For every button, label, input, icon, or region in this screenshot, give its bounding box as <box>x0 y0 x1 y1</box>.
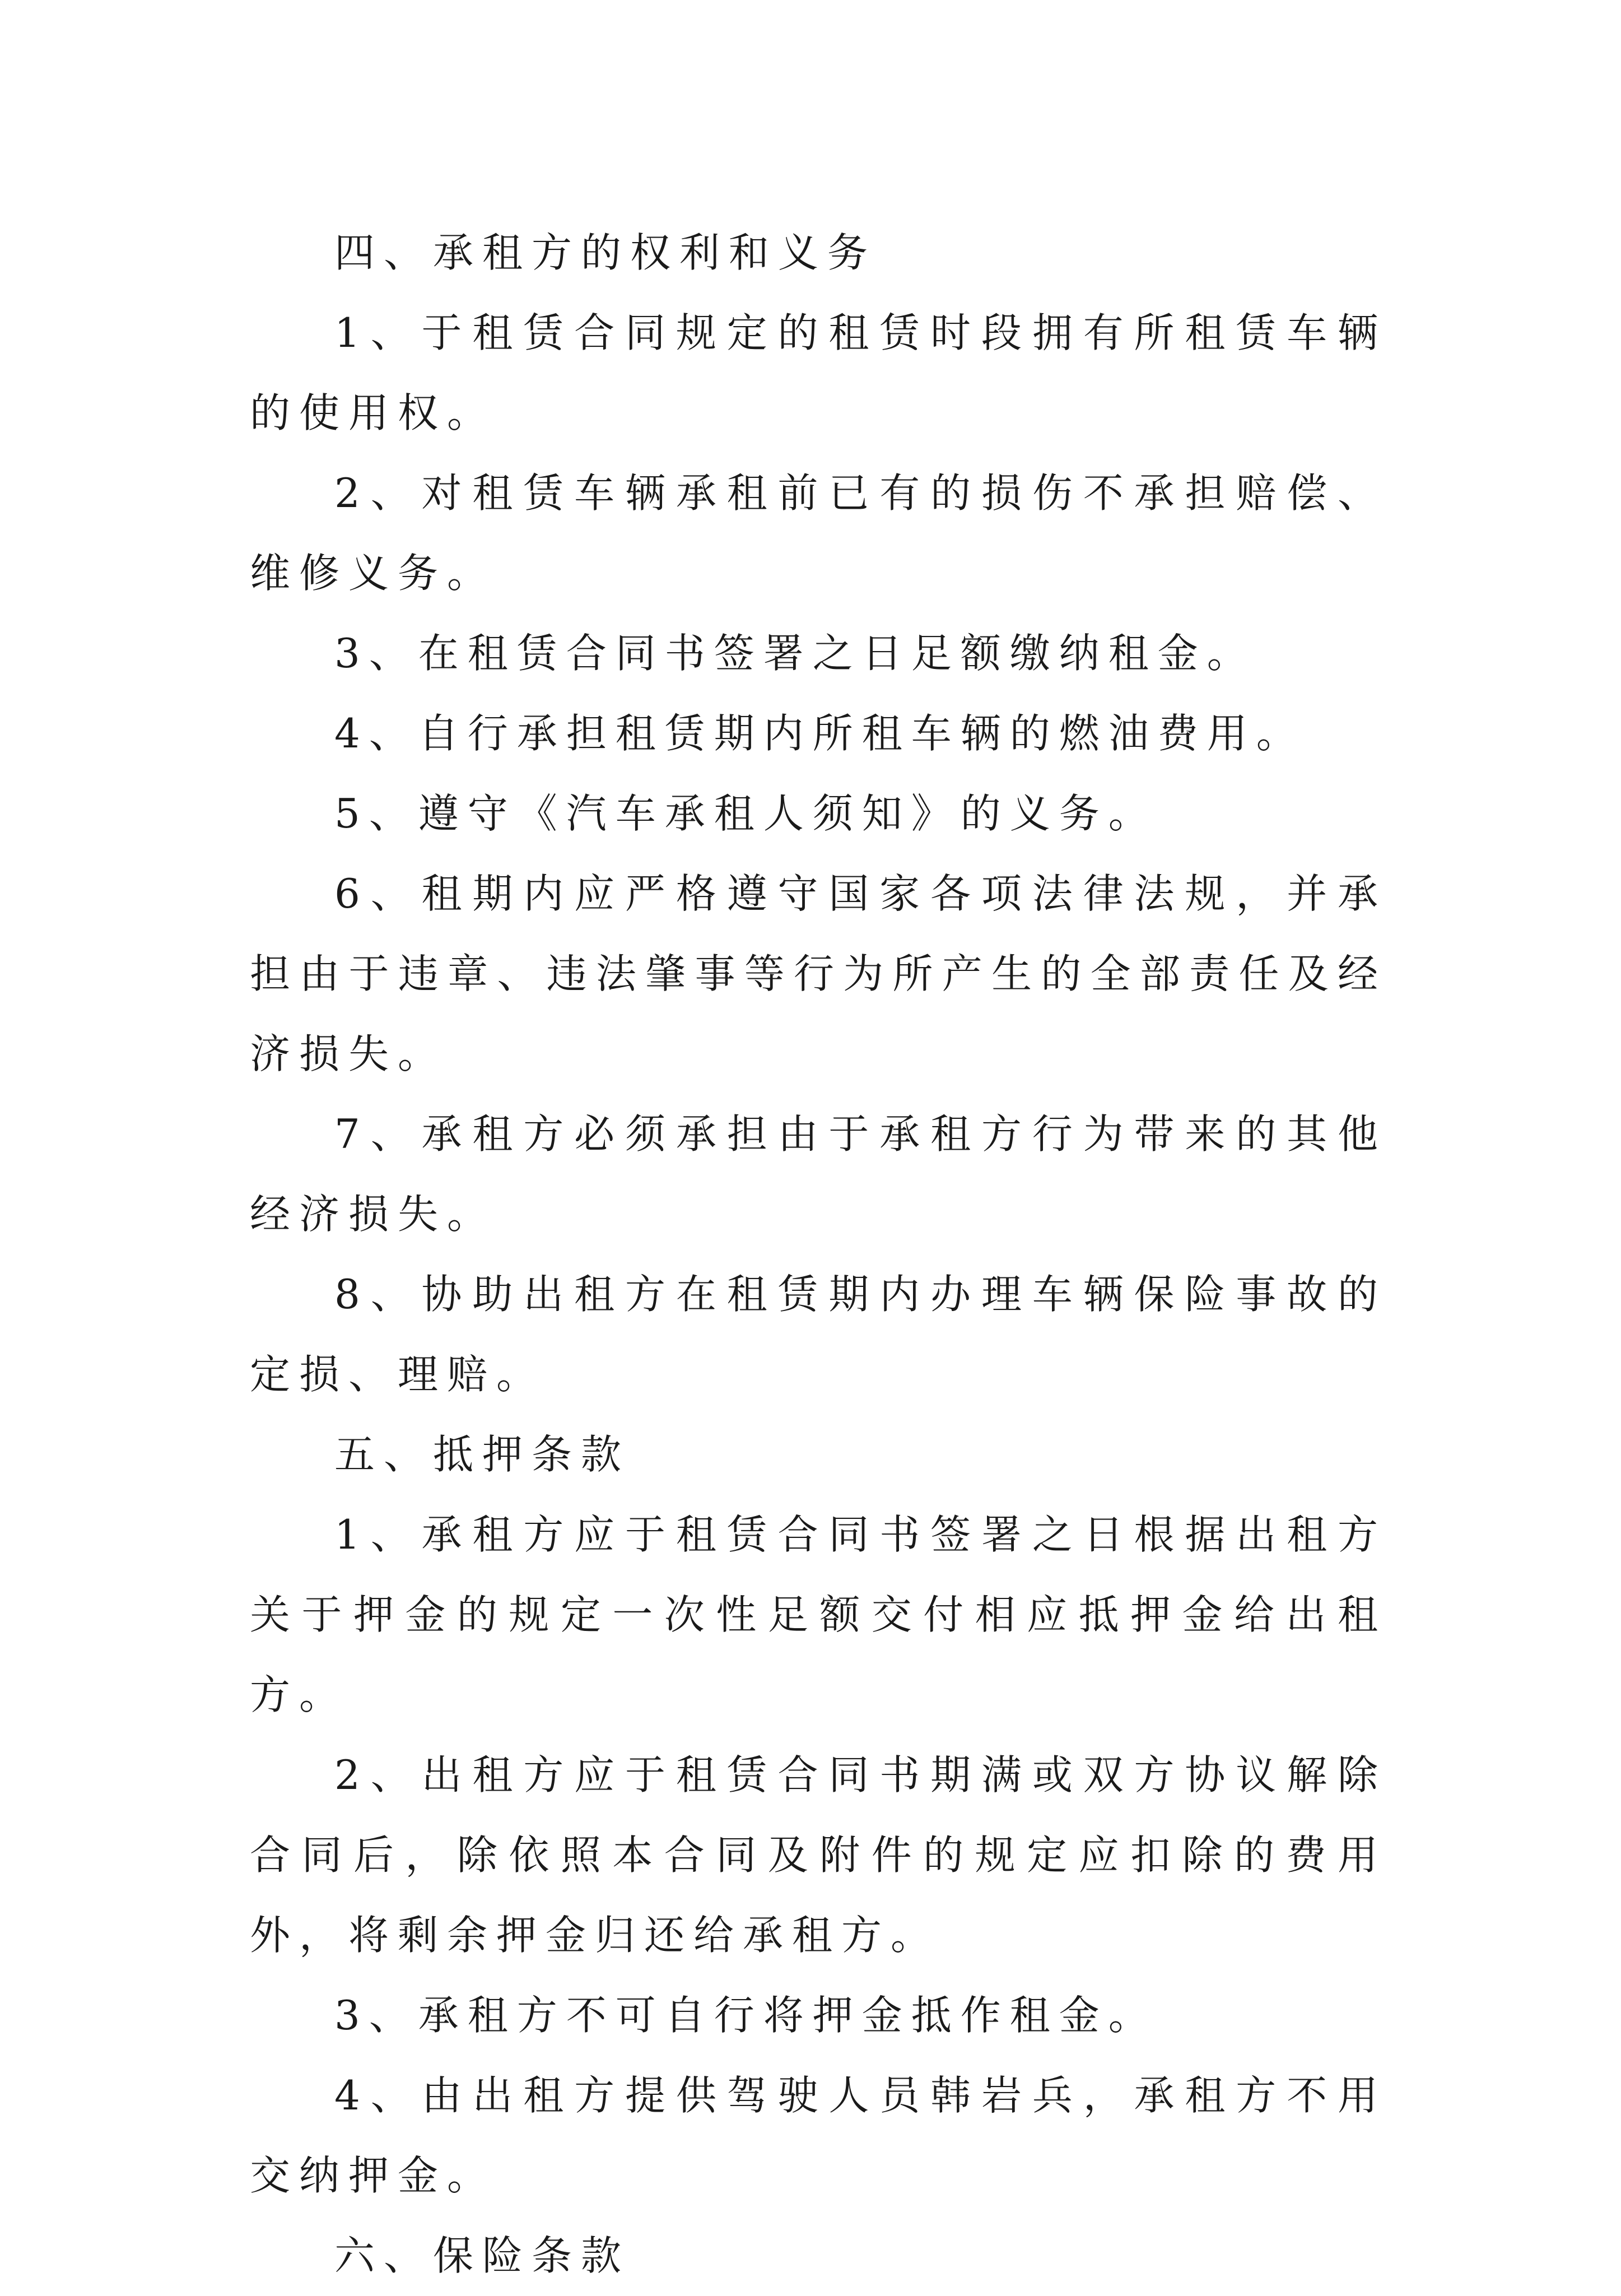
clause-paragraph: 2、对租赁车辆承租前已有的损伤不承担赔偿、维修义务。 <box>250 470 1387 597</box>
clause-paragraph: 3、承租方不可自行将押金抵作租金。 <box>334 1992 1158 2039</box>
clause-paragraph: 1、于租赁合同规定的租赁时段拥有所租赁车辆的使用权。 <box>250 309 1387 436</box>
clause-paragraph: 7、承租方必须承担由于承租方行为带来的其他经济损失。 <box>250 1110 1387 1238</box>
clause-paragraph: 3、在租赁合同书签署之日足额缴纳租金。 <box>334 630 1256 677</box>
section-heading-insurance: 六、保险条款 <box>334 2232 631 2279</box>
clause-paragraph: 1、承租方应于租赁合同书签署之日根据出租方关于押金的规定一次性足额交付相应抵押金给出租方。 <box>250 1511 1387 1718</box>
clause-paragraph: 5、遵守《汽车承租人须知》的义务。 <box>334 790 1158 837</box>
clause-paragraph: 8、协助出租方在租赁期内办理车辆保险事故的定损、理赔。 <box>250 1271 1387 1398</box>
clause-paragraph: 4、由出租方提供驾驶人员韩岩兵，承租方不用交纳押金。 <box>250 2072 1387 2199</box>
document-body <box>250 213 1387 2296</box>
clause-paragraph: 6、租期内应严格遵守国家各项法律法规，并承担由于违章、违法肇事等行为所产生的全部责任及经济损失。 <box>250 870 1387 1077</box>
clause-paragraph: 2、出租方应于租赁合同书期满或双方协议解除合同后，除依照本合同及附件的规定应扣除的费用外，将剩余押金归还给承租方。 <box>250 1751 1387 1959</box>
section-heading-lessee-rights: 四、承租方的权利和义务 <box>334 229 877 276</box>
section-heading-mortgage: 五、抵押条款 <box>334 1431 631 1478</box>
clause-paragraph: 4、自行承担租赁期内所租车辆的燃油费用。 <box>334 710 1306 757</box>
